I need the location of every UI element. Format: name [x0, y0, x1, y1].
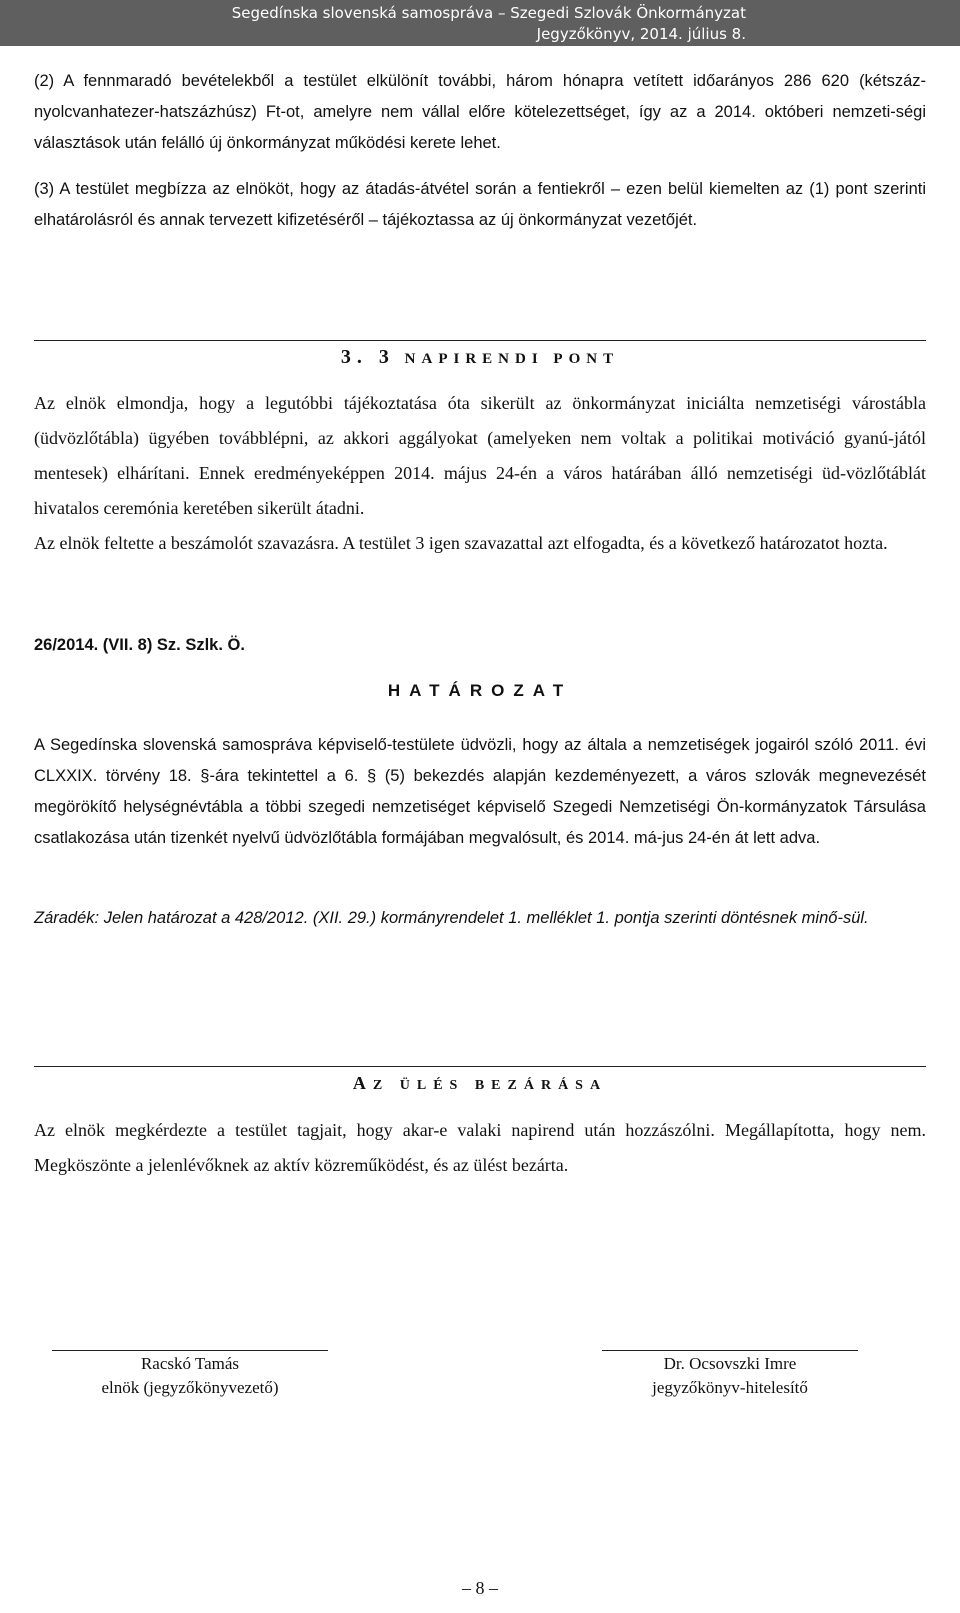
- signature-chair-role: elnök (jegyzőkönyvezető): [101, 1378, 279, 1397]
- agenda-heading: [34, 346, 926, 369]
- signature-line-chair: [52, 1350, 328, 1351]
- resolution-clause: Záradék: Jelen határozat a 428/2012. (XII. 29.) kormányrendelet 1. melléklet 1. pontja szerinti döntésnek minő-sül.: [34, 909, 869, 927]
- vote-text: Az elnök feltette a beszámolót szavazásra. A testület 3 igen szavazattal azt elfogadta, és a következő határozatot hozta.: [34, 533, 888, 553]
- resolution-body: A Segedínska slovenská samospráva képviselő-testülete üdvözli, hogy az általa a nemzetiségek jogairól szóló 2011. évi CLXXIX. törvény 18. §-ára tekintettel a 6. § (5) bekezdés alapján kezdeményezett, a város szlovák megnevezését megörökítő helységnévtábla a többi szegedi nemzetiséget képviselő Szegedi Nemzetiségi Ön-kormányzatok Társulása csatlakozása után tizenkét nyelvű üdvözlőtábla formájában megvalósult, és 2014. má-jus 24-én át lett adva.: [34, 736, 926, 847]
- agenda-label: NAPIRENDI PONT: [404, 351, 620, 367]
- signature-chair: [40, 1352, 340, 1400]
- resolution-title: HATÁROZAT: [387, 681, 573, 700]
- signature-chair-name: Racskó Tamás: [140, 1354, 240, 1373]
- closing-text: Az elnök megkérdezte a testület tagjait, hogy akar-e valaki napirend után hozzászólni. Megállapította, hogy nem. Megköszönte a jelenlévőknek az aktív közreműködést, és az ülést bezárta.: [34, 1120, 926, 1175]
- paragraph-3: (3) A testület megbízza az elnököt, hogy az átadás-átvétel során a fentiekről – ezen belül kiemelten az (1) pont szerinti elhatárolásról és annak tervezett kifizetéséről – tájékoztassa az új önkormányzat vezetőjét.: [34, 180, 926, 229]
- header-minutes-date: Jegyzőkönyv, 2014. július 8.: [536, 25, 746, 43]
- section-divider: [34, 340, 926, 341]
- header-organization: Segedínska slovenská samospráva – Szegedi Szlovák Önkormányzat: [231, 4, 746, 22]
- signature-verifier-name: Dr. Ocsovszki Imre: [663, 1354, 797, 1373]
- page-number: – 8 –: [462, 1578, 498, 1598]
- signature-verifier: [580, 1352, 880, 1400]
- paragraph-2: (2) A fennmaradó bevételekből a testület elkülönít további, három hónapra vetített időarányos 286 620 (kétszáz-nyolcvanhatezer-hatszázhúsz) Ft-ot, amelyre nem vállal előre kötelezettséget, így az a 2014. októberi nemzeti-ségi választások után felálló új önkormányzat működési kerete lehet.: [34, 72, 926, 152]
- closing-title-rest: Z ÜLÉS BEZÁRÁSA: [372, 1078, 608, 1093]
- closing-heading: [34, 1073, 926, 1094]
- agenda-number: 3. 3: [340, 346, 395, 368]
- resolution-reference: 26/2014. (VII. 8) Sz. Szlk. Ö.: [34, 636, 245, 654]
- page-header: [0, 0, 960, 46]
- signature-verifier-role: jegyzőkönyv-hitelesítő: [652, 1378, 808, 1397]
- closing-divider: [34, 1066, 926, 1067]
- signature-line-verifier: [602, 1350, 858, 1351]
- closing-title-initial: A: [352, 1073, 373, 1093]
- agenda-text: Az elnök elmondja, hogy a legutóbbi tájékoztatása óta sikerült az önkormányzat iniciálta nemzetiségi várostábla (üdvözlőtábla) ügyében továbblépni, az akkori aggályokat (amelyeken nem voltak a politikai motiváció gyanú-jától mentesek) elhárítani. Ennek eredményeképpen 2014. május 24-én a város határában álló nemzetiségi üd-vözlőtáblát hivatalos ceremónia keretében sikerült átadni.: [34, 393, 926, 518]
